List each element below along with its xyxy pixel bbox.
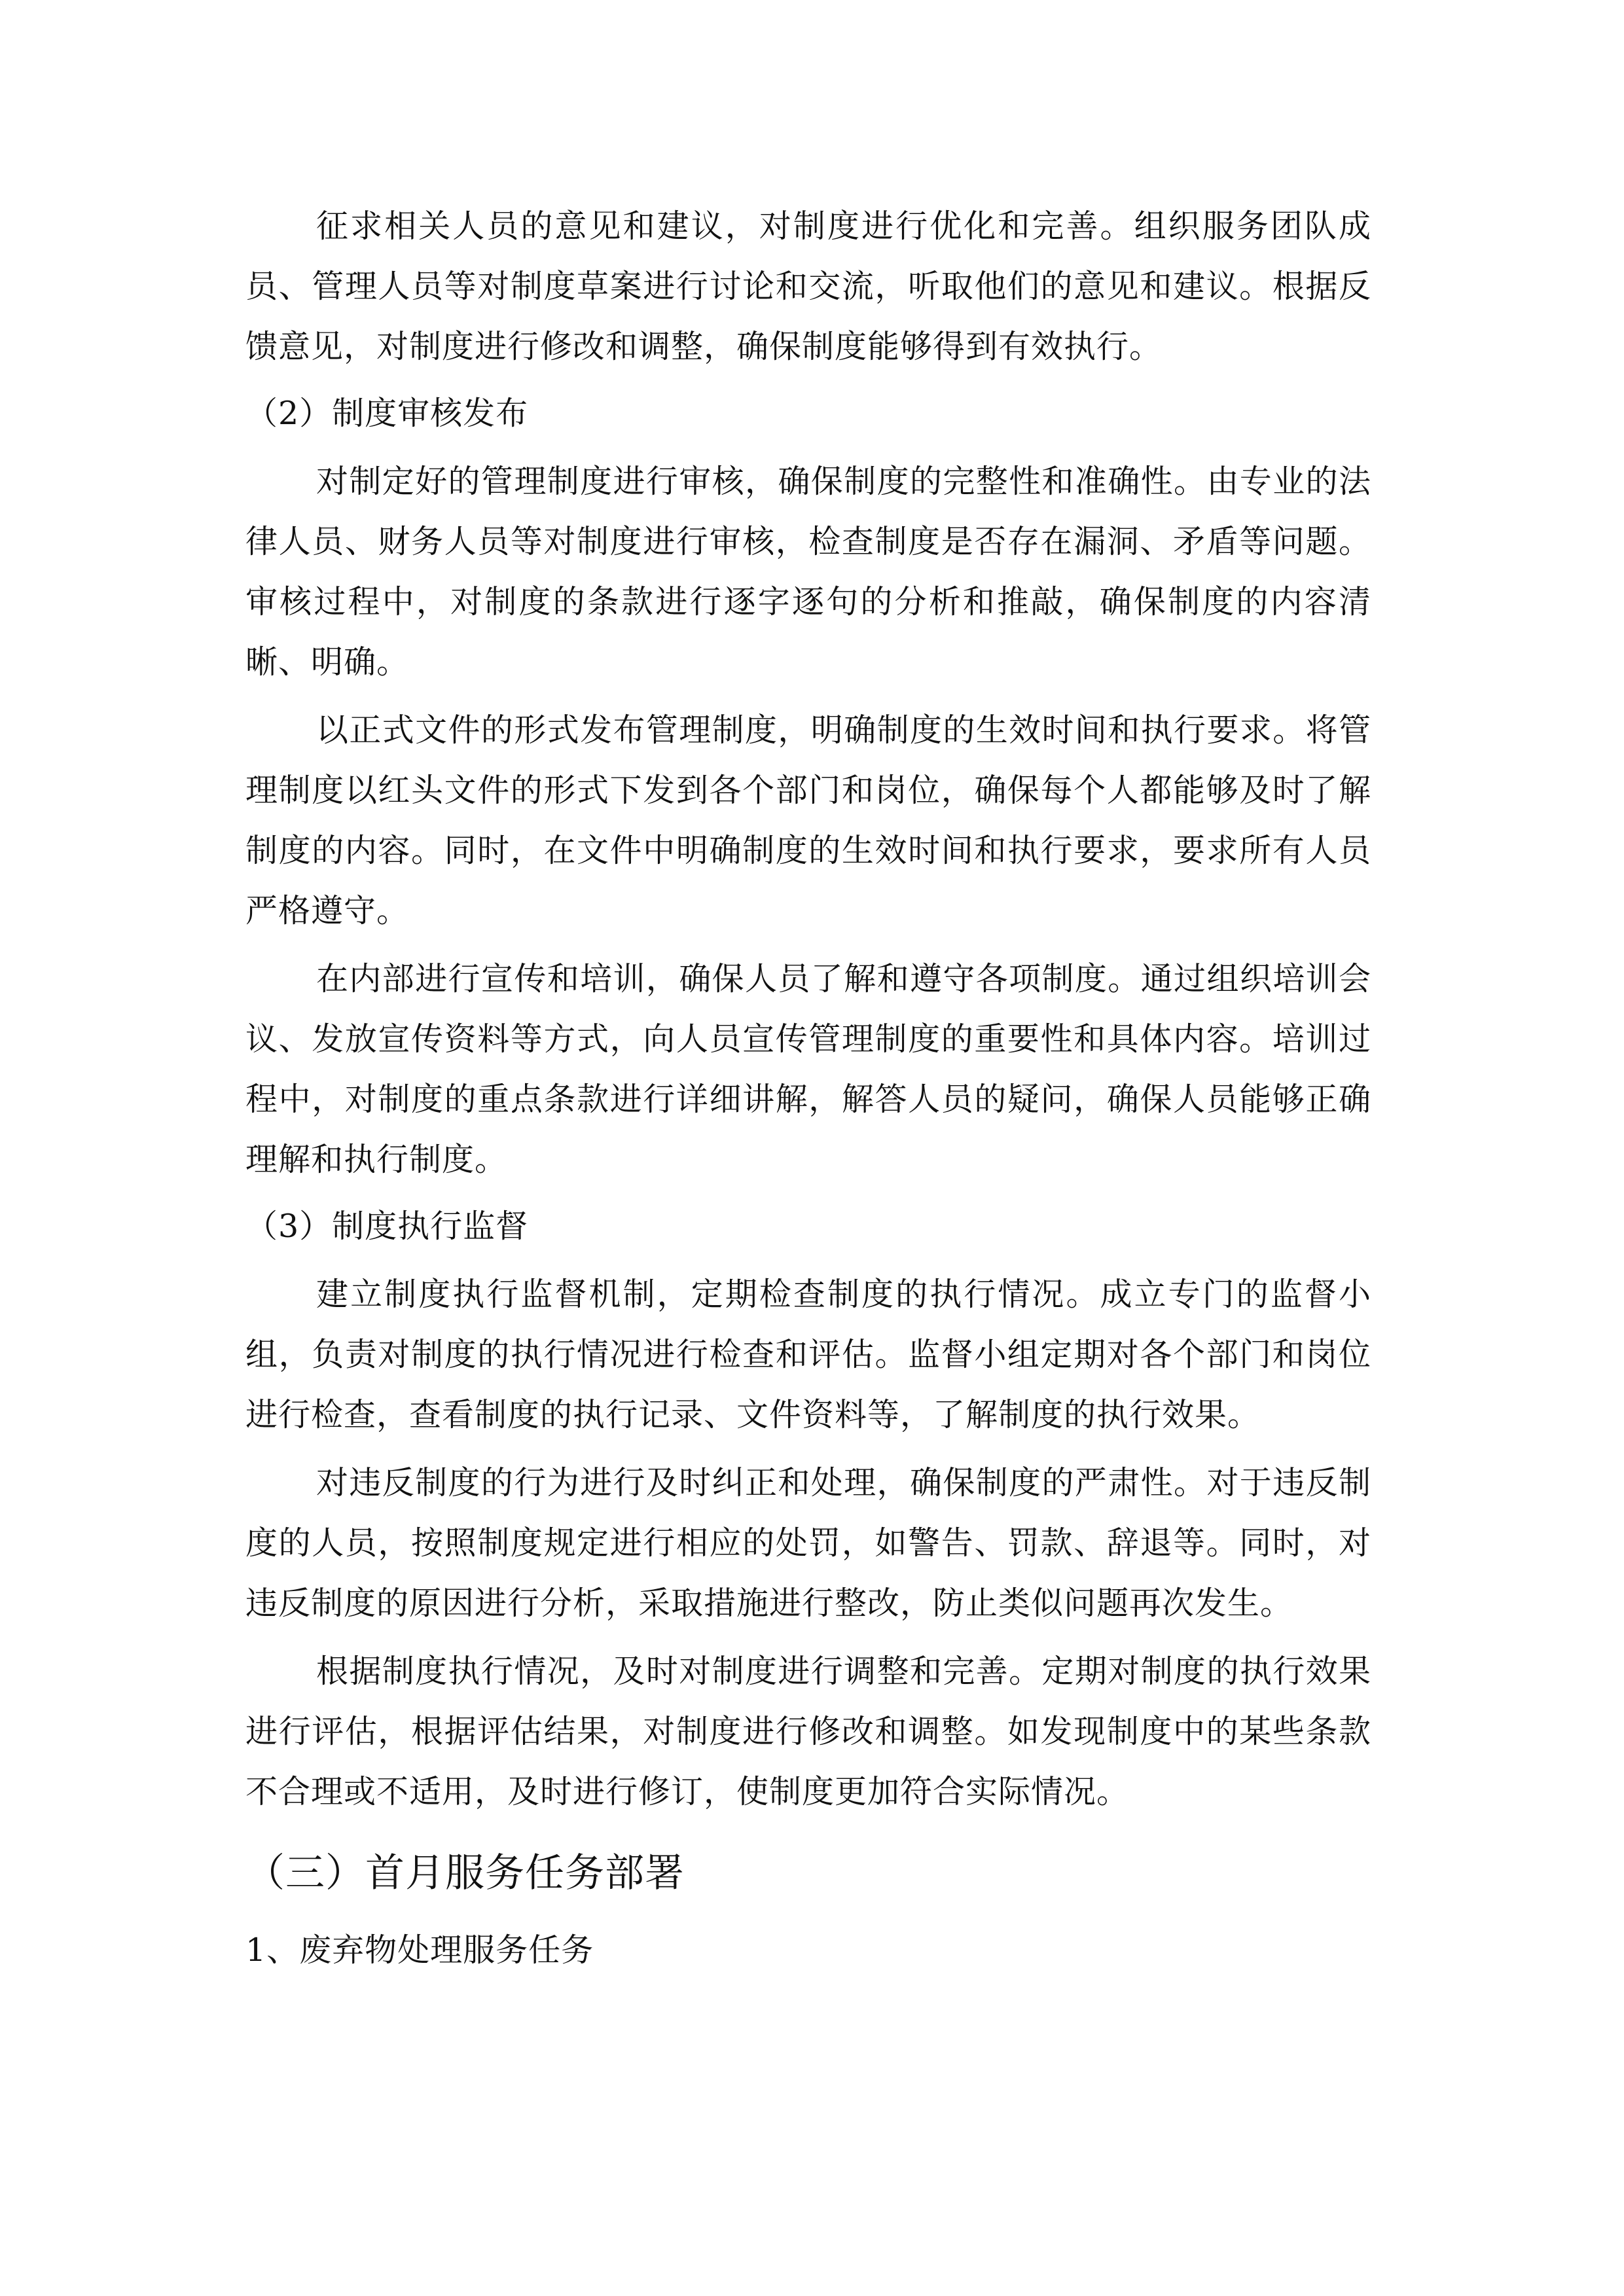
section-heading-first-month: （三）首月服务任务部署 <box>245 1850 685 1896</box>
subheading-review-publish: （2）制度审核发布 <box>245 395 529 432</box>
paragraph-review: 对制定好的管理制度进行审核，确保制度的完整性和准确性。由专业的法律人员、财务人员等对制度进行审核，检查制度是否存在漏洞、矛盾等问题。审核过程中，对制度的条款进行逐字逐句的分析和推敲，确保制度的内容清晰、明确。 <box>245 463 1371 681</box>
item-heading-waste-disposal: 1、废弃物处理服务任务 <box>245 1931 594 1969</box>
paragraph-violation-handling: 对违反制度的行为进行及时纠正和处理，确保制度的严肃性。对于违反制度的人员，按照制度规定进行相应的处罚，如警告、罚款、辞退等。同时，对违反制度的原因进行分析，采取措施进行整改，防止类似问题再次发生。 <box>245 1464 1371 1622</box>
paragraph-adjustment: 根据制度执行情况，及时对制度进行调整和完善。定期对制度的执行效果进行评估，根据评估结果，对制度进行修改和调整。如发现制度中的某些条款不合理或不适用，及时进行修订，使制度更加符合实际情况。 <box>245 1653 1371 1810</box>
subheading-supervision: （3）制度执行监督 <box>245 1208 529 1245</box>
document-page <box>245 196 1371 1981</box>
paragraph-publish: 以正式文件的形式发布管理制度，明确制度的生效时间和执行要求。将管理制度以红头文件的形式下发到各个部门和岗位，确保每个人都能够及时了解制度的内容。同时，在文件中明确制度的生效时间和执行要求，要求所有人员严格遵守。 <box>245 711 1371 929</box>
paragraph-training: 在内部进行宣传和培训，确保人员了解和遵守各项制度。通过组织培训会议、发放宣传资料等方式，向人员宣传管理制度的重要性和具体内容。培训过程中，对制度的重点条款进行详细讲解，解答人员的疑问，确保人员能够正确理解和执行制度。 <box>245 960 1371 1178</box>
intro-paragraph: 征求相关人员的意见和建议，对制度进行优化和完善。组织服务团队成员、管理人员等对制度草案进行讨论和交流，听取他们的意见和建议。根据反馈意见，对制度进行修改和调整，确保制度能够得到有效执行。 <box>245 207 1371 365</box>
paragraph-supervision-mechanism: 建立制度执行监督机制，定期检查制度的执行情况。成立专门的监督小组，负责对制度的执行情况进行检查和评估。监督小组定期对各个部门和岗位进行检查，查看制度的执行记录、文件资料等，了解制度的执行效果。 <box>245 1276 1371 1433</box>
